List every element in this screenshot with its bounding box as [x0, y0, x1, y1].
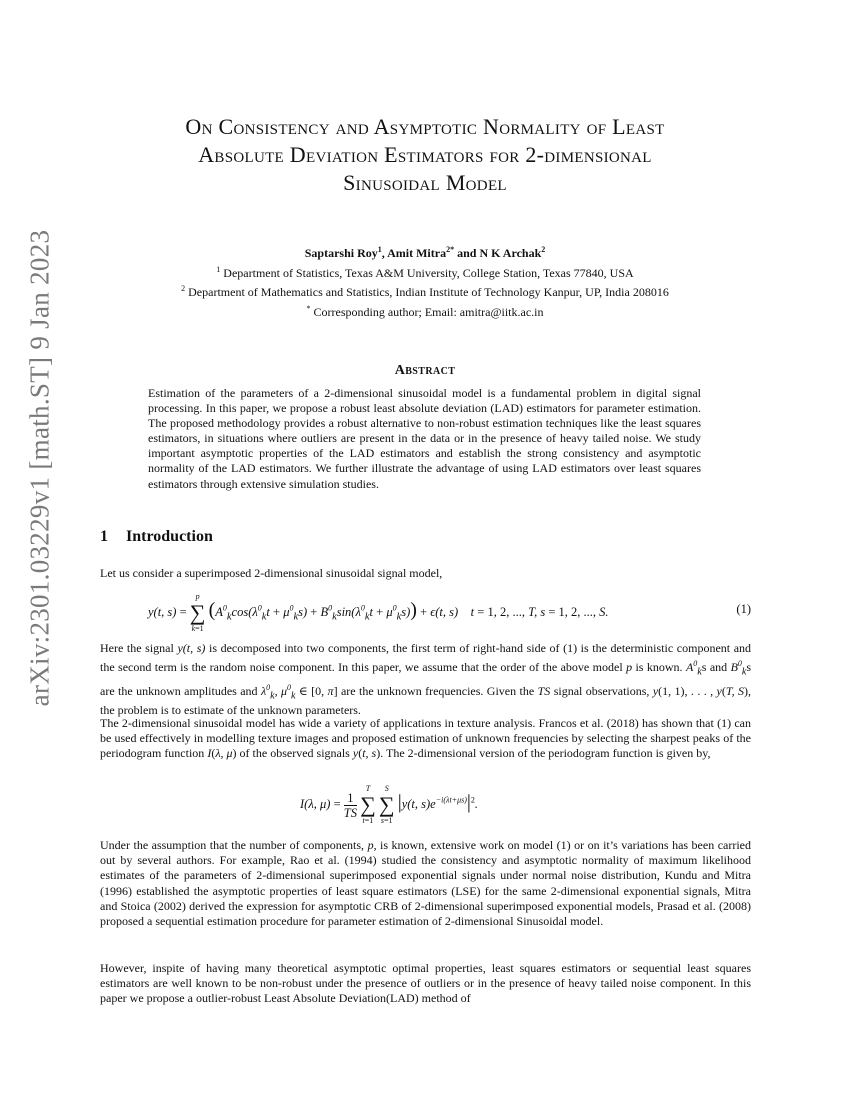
abstract-heading: Abstract [394, 363, 456, 378]
title-line-1: On Consistency and Asymptotic Normality of Least [185, 114, 665, 139]
intro-paragraph-1: Let us consider a superimposed 2-dimensional sinusoidal signal model, [100, 566, 443, 580]
affiliation-1: $^1$ Department of Statistics, Texas A&M University, College Station, Texas 77840, USA [216, 264, 634, 280]
equation-1 [100, 592, 751, 632]
intro-paragraph-4: Under the assumption that the number of components, p, is known, extensive work on model (1) or on it’s variations has been carried out by several authors. For example, Rao et al. (1994) studied the consistency and asymptotic normality of maximum likelihood estimates of the parameters of 2-dimensional superimposed exponential signals under normal noise distribution, Kundu and Mitra (1996) established the asymptotic properties of least square estimators (LSE) for the same 2-dimensional exponential signals, Mitra and Stoica (2002) derived the expression for asymptotic CRB of 2-dimensional superimposed exponential models, Prasad et al. (2008) proposed a sequential estimation procedure for parameter estimation of 2-dimensional Sinusoidal model. [100, 838, 752, 929]
intro-paragraph-3: The 2-dimensional sinusoidal model has wide a variety of applications in texture analysis. Francos et al. (2018) has shown that (1) can be used effectively in modelling texture images and proposed estimation of unknown frequencies by selecting the sharpest peaks of the periodogram function I(λ, μ) of the observed signals y(t, s). The 2-dimensional version of the periodogram function is given by, [100, 716, 751, 761]
author-2: Amit Mitra [387, 246, 447, 260]
paper-title [100, 113, 750, 197]
section-heading-introduction [100, 528, 213, 546]
arxiv-sidebar-stamp [20, 229, 60, 706]
intro-paragraph-5: However, inspite of having many theoretical asymptotic optimal properties, least squares estimators or sequential least squares estimators are well known to be non-robust under the presence of outliers or in the presence of heavy tailed noise component. In this paper we propose a outlier-robust Least Absolute Deviation(LAD) method of [100, 961, 751, 1006]
intro-paragraph-2: Here the signal y(t, s) is decomposed into two components, the first term of right-hand side of (1) is the deterministic component and the second term is the random noise component. In this paper, we assume that the order of the above model p is known. $A^0_ks$ and $B^0_ks$ are the unknown amplitudes and $\lambda^0_k$, $\mu^0_k$ ∈ [0, π] are the unknown frequencies. Given the TS signal observations, y(1, 1), . . . , y(T, S), the problem is to estimate of the unknown parameters. [100, 641, 752, 718]
section-number: 1 [100, 528, 108, 545]
author-3: N K Archak [479, 246, 542, 260]
author-1: Saptarshi Roy [304, 246, 378, 260]
author-names: Saptarshi Roy$^1$, Amit Mitra$^{2*}$ and N K Archak$^2$ [304, 245, 546, 260]
periodogram-body: I(λ, μ) = $\frac{1}{TS}$ T ∑ t=1 S ∑ s=1 |y(t, $s)e^{-i(\lambda t+\mu s)}|^2$. [300, 784, 479, 825]
title-line-2: Absolute Deviation Estimators for 2-dimensional [198, 142, 652, 167]
section-title: Introduction [126, 528, 213, 545]
equation-1-number: (1) [736, 602, 751, 616]
affiliation-2: $^2$ Department of Mathematics and Statistics, Indian Institute of Technology Kanpur, UP, India 208016 [181, 284, 669, 299]
equation-periodogram [100, 784, 751, 832]
arxiv-identifier: arXiv:2301.03229v1 [math.ST] 9 Jan 2023 [24, 229, 55, 706]
title-line-3: Sinusoidal Model [343, 170, 507, 195]
equation-1-body: y(t, s) = p ∑ k=1 $(A^0_k\cos(\lambda^0_kt + \mu^0_ks) + B^0_k\sin(\lambda^0_kt + \mu^0_ks)) + \epsilon(t$, s) t = 1, 2, ..., T, s = 1, 2, ..., S. [148, 592, 609, 633]
corresponding-author: * Corresponding author; Email: amitra@iitk.ac.in [306, 303, 544, 319]
abstract-text: Estimation of the parameters of a 2-dimensional sinusoidal model is a fundamental problem in digital signal processing. In this paper, we propose a robust least absolute deviation (LAD) estimators for parameter estimation. The proposed methodology provides a robust alternative to non-robust estimation techniques like the least squares estimators, in situations where outliers are present in the data or in the presence of heavy tailed noise. We study important asymptotic properties of the LAD estimators and establish the strong consistency and asymptotic normality of the LAD estimators. We further illustrate the advantage of using LAD estimators over least squares estimators through extensive simulation studies. [148, 386, 701, 491]
author-block [100, 242, 750, 320]
